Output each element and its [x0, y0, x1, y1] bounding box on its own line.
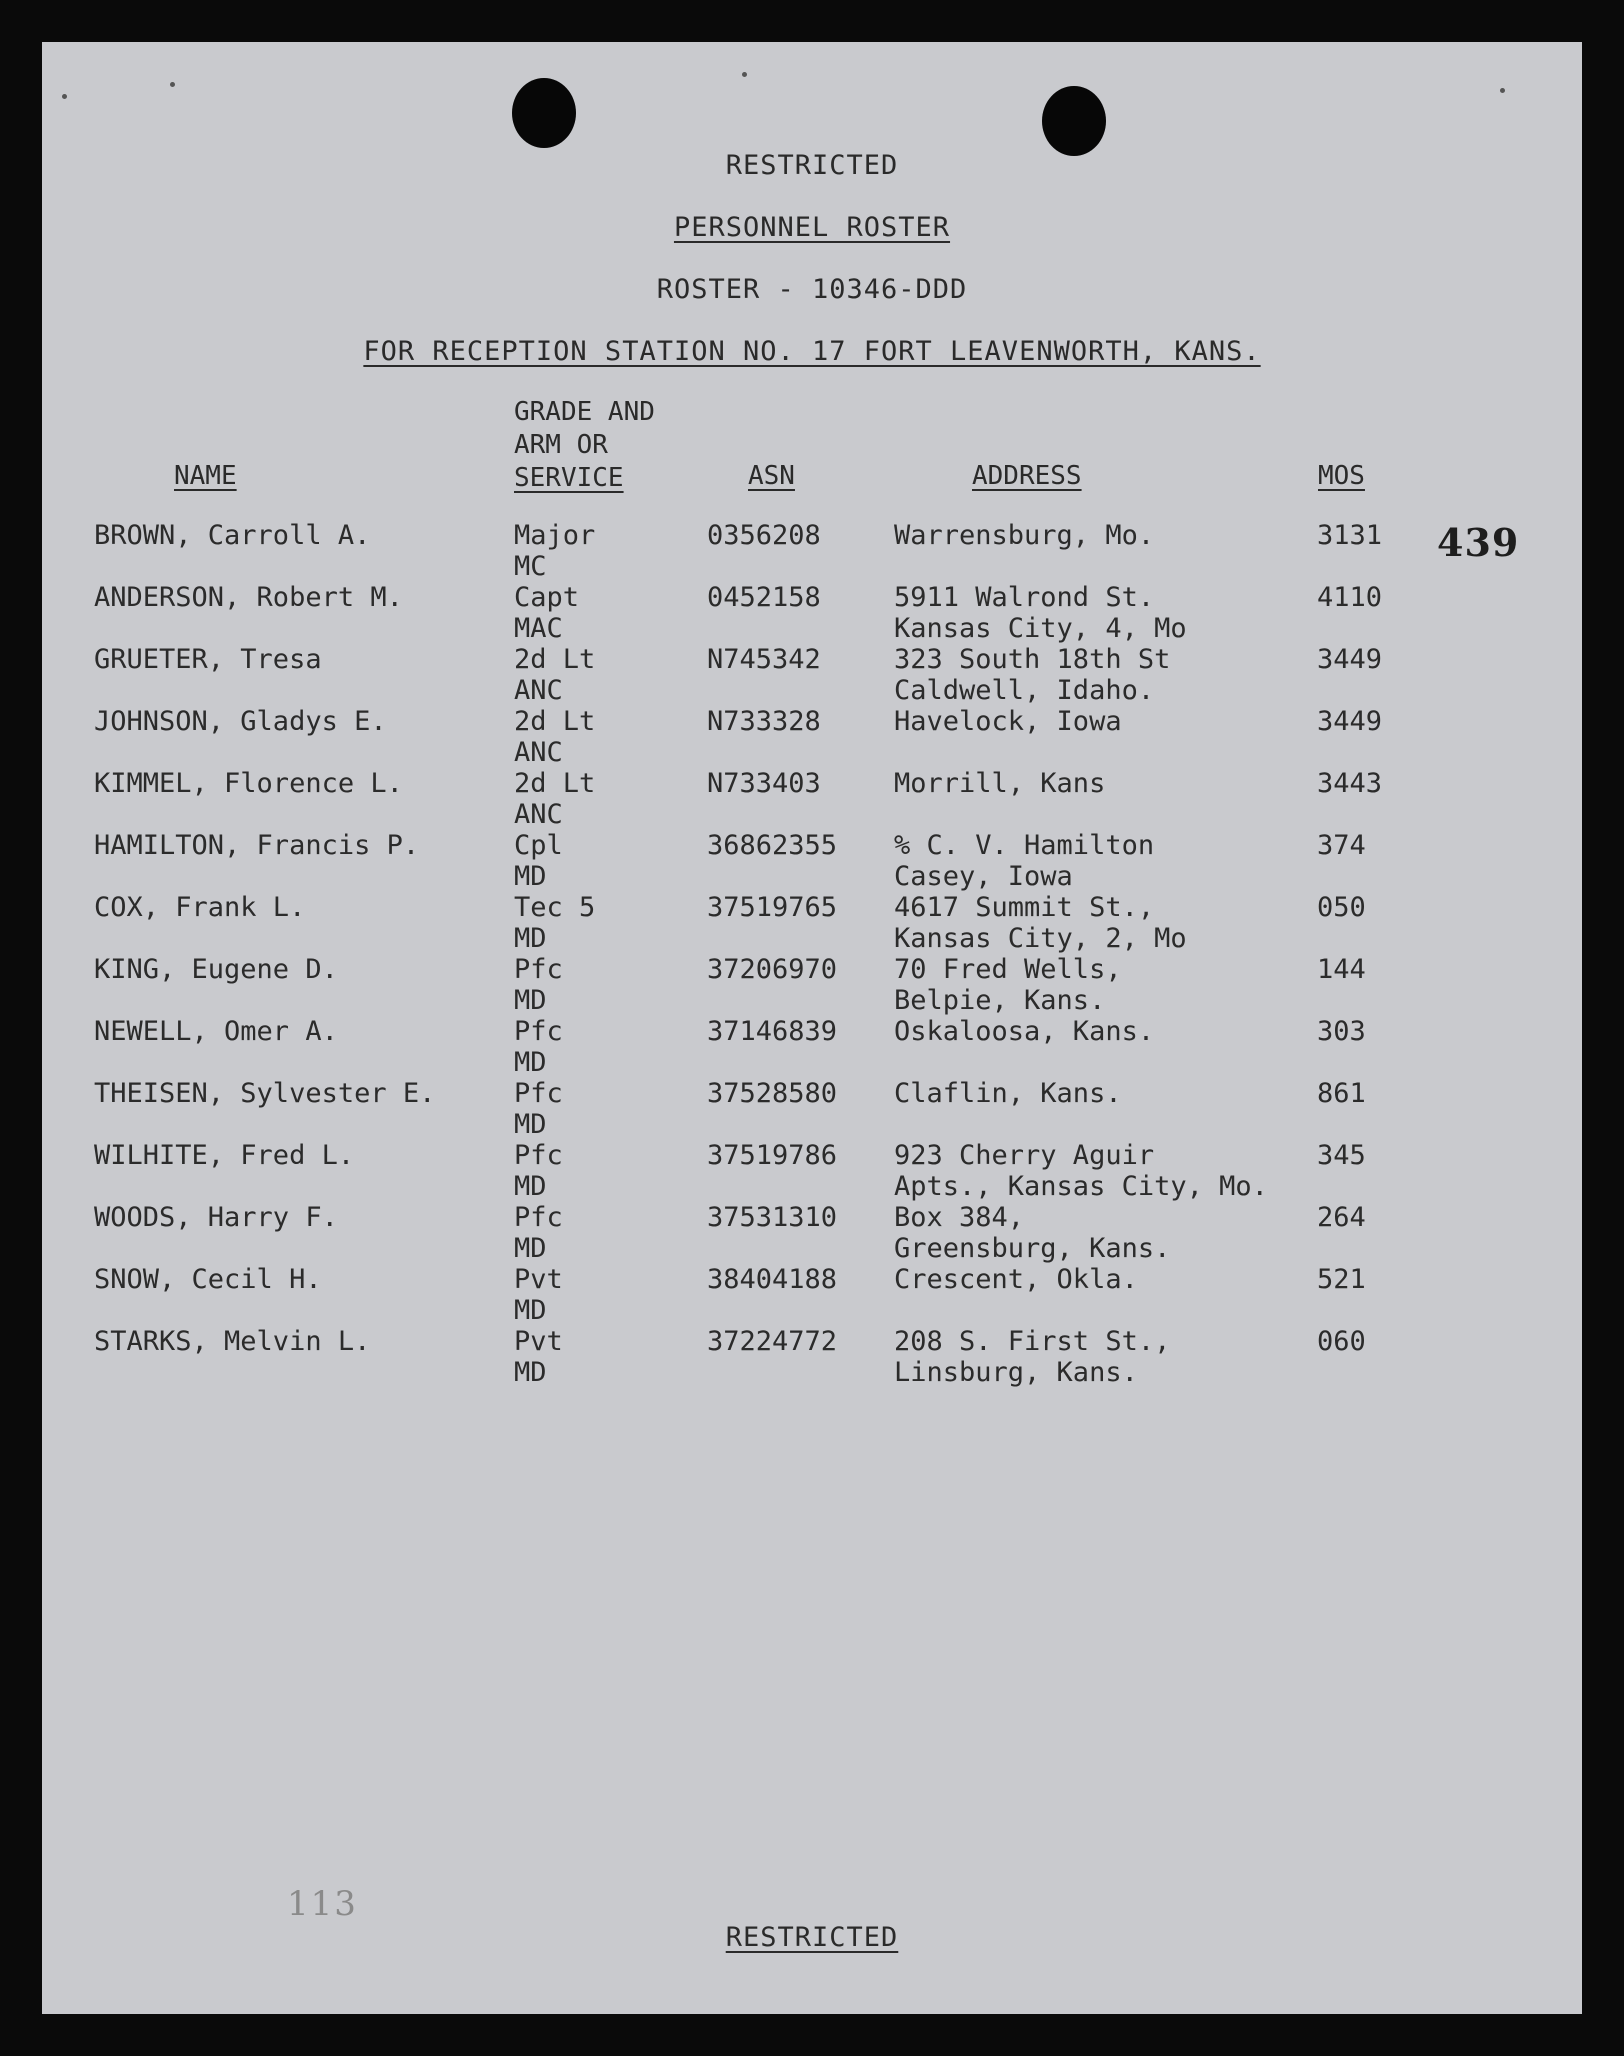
cell-service: ANC: [514, 799, 563, 830]
cell-address: [894, 1078, 1122, 1109]
column-header-grade-line1: GRADE AND: [514, 397, 655, 427]
cell-grade-service: [514, 520, 595, 582]
punch-hole: [1042, 86, 1106, 156]
cell-mos: 3449: [1317, 644, 1383, 675]
cell-mos: 345: [1317, 1140, 1366, 1171]
roster-number: ROSTER - 10346-DDD: [656, 274, 968, 305]
cell-address-line1: Crescent, Okla.: [894, 1264, 1138, 1295]
cell-mos: 861: [1317, 1078, 1366, 1109]
table-row: [42, 1326, 1582, 1388]
table-row: [42, 1016, 1582, 1078]
table-row: [42, 1140, 1582, 1202]
cell-grade-service: [514, 644, 595, 706]
cell-grade: Cpl: [514, 830, 563, 861]
column-header-mos: MOS: [1318, 461, 1365, 491]
cell-address-line1: 923 Cherry Aguir: [894, 1140, 1155, 1171]
cell-grade: Pfc: [514, 1078, 563, 1109]
column-header-grade-line3: SERVICE: [514, 463, 624, 493]
cell-grade: Capt: [514, 582, 580, 613]
document-title: PERSONNEL ROSTER: [673, 212, 951, 243]
cell-mos: 264: [1317, 1202, 1366, 1233]
cell-name: BROWN, Carroll A.: [94, 520, 371, 551]
cell-service: MD: [514, 861, 547, 892]
cell-grade-service: [514, 954, 563, 1016]
cell-asn: 37531310: [707, 1202, 838, 1233]
cell-address-line2: Linsburg, Kans.: [894, 1357, 1138, 1388]
cell-asn: 0356208: [707, 520, 821, 551]
cell-name: HAMILTON, Francis P.: [94, 830, 420, 861]
table-row: [42, 582, 1582, 644]
cell-grade: Pfc: [514, 1140, 563, 1171]
cell-service: ANC: [514, 737, 563, 768]
column-header-address: ADDRESS: [972, 461, 1082, 491]
cell-mos: 374: [1317, 830, 1366, 861]
cell-name: COX, Frank L.: [94, 892, 306, 923]
cell-asn: N745342: [707, 644, 821, 675]
cell-address: [894, 1202, 1170, 1264]
cell-service: MD: [514, 1171, 547, 1202]
cell-address-line1: Warrensburg, Mo.: [894, 520, 1155, 551]
column-header-name: NAME: [174, 461, 237, 491]
cell-asn: N733403: [707, 768, 821, 799]
cell-address-line2: Belpie, Kans.: [894, 985, 1106, 1016]
cell-grade: Pvt: [514, 1326, 563, 1357]
cell-address: [894, 830, 1154, 892]
table-row: [42, 706, 1582, 768]
cell-address-line2: Kansas City, 4, Mo: [894, 613, 1187, 644]
cell-address-line1: 323 South 18th St: [894, 644, 1171, 675]
cell-service: ANC: [514, 675, 563, 706]
cell-grade: 2d Lt: [514, 644, 596, 675]
cell-grade: 2d Lt: [514, 768, 596, 799]
cell-grade-service: [514, 1140, 563, 1202]
cell-service: MAC: [514, 613, 563, 644]
cell-grade: 2d Lt: [514, 706, 596, 737]
table-row: [42, 520, 1582, 582]
cell-mos: 3443: [1317, 768, 1383, 799]
cell-grade: Pfc: [514, 954, 563, 985]
cell-name: WOODS, Harry F.: [94, 1202, 338, 1233]
table-row: [42, 830, 1582, 892]
cell-grade: Pfc: [514, 1016, 563, 1047]
cell-service: MC: [514, 551, 547, 582]
cell-name: SNOW, Cecil H.: [94, 1264, 322, 1295]
cell-mos: 3449: [1317, 706, 1383, 737]
cell-grade-service: [514, 1264, 563, 1326]
cell-service: MD: [514, 1109, 547, 1140]
cell-asn: 37519786: [707, 1140, 838, 1171]
classification-header: RESTRICTED: [725, 150, 899, 181]
cell-service: MD: [514, 1233, 547, 1264]
cell-mos: 303: [1317, 1016, 1366, 1047]
cell-service: MD: [514, 1357, 547, 1388]
cell-address-line1: Oskaloosa, Kans.: [894, 1016, 1155, 1047]
table-row: [42, 1078, 1582, 1140]
cell-service: MD: [514, 923, 547, 954]
cell-asn: 37146839: [707, 1016, 838, 1047]
cell-address-line1: Havelock, Iowa: [894, 706, 1122, 737]
cell-address: [894, 1140, 1268, 1202]
cell-asn: 38404188: [707, 1264, 838, 1295]
table-row: [42, 644, 1582, 706]
cell-address-line1: Box 384,: [894, 1202, 1025, 1233]
cell-grade: Pvt: [514, 1264, 563, 1295]
cell-asn: 37206970: [707, 954, 838, 985]
cell-address-line1: 208 S. First St.,: [894, 1326, 1171, 1357]
column-header-grade-line2: ARM OR: [514, 430, 608, 460]
cell-grade: Major: [514, 520, 596, 551]
cell-name: KING, Eugene D.: [94, 954, 338, 985]
cell-address-line2: Kansas City, 2, Mo: [894, 923, 1187, 954]
cell-name: WILHITE, Fred L.: [94, 1140, 355, 1171]
cell-grade-service: [514, 706, 595, 768]
speck: [742, 72, 747, 77]
cell-address: [894, 768, 1105, 799]
cell-grade-service: [514, 1326, 563, 1388]
cell-grade: Pfc: [514, 1202, 563, 1233]
cell-name: ANDERSON, Robert M.: [94, 582, 403, 613]
table-row: [42, 892, 1582, 954]
column-header-grade: [514, 396, 655, 495]
cell-name: THEISEN, Sylvester E.: [94, 1078, 436, 1109]
cell-address: [894, 582, 1187, 644]
cell-address: [894, 706, 1122, 737]
cell-address: [894, 954, 1122, 1016]
speck: [1500, 88, 1505, 93]
cell-name: NEWELL, Omer A.: [94, 1016, 338, 1047]
cell-name: JOHNSON, Gladys E.: [94, 706, 387, 737]
page-number: 113: [287, 1884, 358, 1924]
cell-grade-service: [514, 892, 595, 954]
cell-asn: 37519765: [707, 892, 838, 923]
cell-asn: N733328: [707, 706, 821, 737]
cell-address: [894, 520, 1154, 551]
cell-address-line1: % C. V. Hamilton: [894, 830, 1155, 861]
cell-service: MD: [514, 1047, 547, 1078]
cell-grade: Tec 5: [514, 892, 596, 923]
cell-address: [894, 892, 1187, 954]
cell-address-line2: Apts., Kansas City, Mo.: [894, 1171, 1268, 1202]
stamped-number: 439: [1437, 520, 1520, 565]
cell-asn: 36862355: [707, 830, 838, 861]
punch-hole: [512, 78, 576, 148]
cell-grade-service: [514, 582, 579, 644]
cell-grade-service: [514, 1078, 563, 1140]
cell-asn: 37528580: [707, 1078, 838, 1109]
cell-mos: 060: [1317, 1326, 1366, 1357]
table-row: [42, 1202, 1582, 1264]
cell-address-line2: Caldwell, Idaho.: [894, 675, 1155, 706]
cell-address: [894, 644, 1170, 706]
cell-grade-service: [514, 830, 563, 892]
cell-grade-service: [514, 1202, 563, 1264]
cell-address: [894, 1016, 1154, 1047]
table-row: [42, 768, 1582, 830]
cell-address-line1: Claflin, Kans.: [894, 1078, 1122, 1109]
station-line: FOR RECEPTION STATION NO. 17 FORT LEAVENWORTH, KANS.: [363, 336, 1261, 367]
cell-grade-service: [514, 1016, 563, 1078]
cell-grade-service: [514, 768, 595, 830]
table-row: [42, 954, 1582, 1016]
cell-address-line1: Morrill, Kans: [894, 768, 1106, 799]
cell-mos: 4110: [1317, 582, 1383, 613]
cell-address: [894, 1264, 1138, 1295]
cell-name: STARKS, Melvin L.: [94, 1326, 371, 1357]
cell-service: MD: [514, 1295, 547, 1326]
speck: [62, 94, 67, 99]
document-page: [42, 42, 1582, 2014]
cell-mos: 3131: [1317, 520, 1383, 551]
cell-mos: 144: [1317, 954, 1366, 985]
cell-asn: 37224772: [707, 1326, 838, 1357]
cell-name: KIMMEL, Florence L.: [94, 768, 403, 799]
cell-address: [894, 1326, 1170, 1388]
speck: [170, 82, 175, 87]
cell-mos: 050: [1317, 892, 1366, 923]
table-row: [42, 1264, 1582, 1326]
classification-footer: RESTRICTED: [725, 1922, 899, 1953]
cell-address-line2: Casey, Iowa: [894, 861, 1073, 892]
cell-address-line1: 5911 Walrond St.: [894, 582, 1155, 613]
cell-mos: 521: [1317, 1264, 1366, 1295]
column-header-asn: ASN: [748, 461, 795, 491]
cell-address-line1: 70 Fred Wells,: [894, 954, 1122, 985]
cell-address-line2: Greensburg, Kans.: [894, 1233, 1171, 1264]
cell-address-line1: 4617 Summit St.,: [894, 892, 1155, 923]
cell-service: MD: [514, 985, 547, 1016]
cell-asn: 0452158: [707, 582, 821, 613]
cell-name: GRUETER, Tresa: [94, 644, 322, 675]
